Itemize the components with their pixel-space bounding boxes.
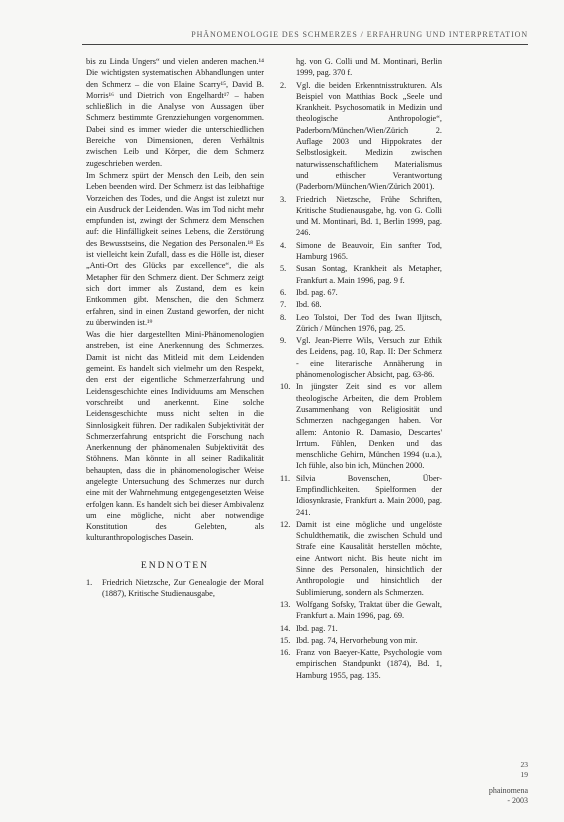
endnote-text: Vgl. die beiden Erkenntnisstrukturen. Als Beispiel von Matthias Bock „Seele und Krankheit. Psychosomatik in Medizin und theologische Anthropologie“, Paderborn/München/Wien/Zürich 2. Auflage 2003 und Hippokrates der Selbstlosigkeit. Medizin zwischen naturwissenschaftlichem Materialismus und ethischer Verantwortung (Paderborn/München/Wien/Zürich 2001).: [296, 80, 442, 192]
endnote-number: 2.: [280, 80, 287, 90]
endnote-item: [280, 299, 442, 310]
endnote-item: [280, 80, 442, 193]
right-column: [280, 56, 442, 682]
endnote-item: [280, 194, 442, 239]
endnote-item: [280, 599, 442, 622]
journal-mark: phainomena - 2003: [488, 786, 528, 805]
endnote-item: [280, 473, 442, 518]
endnote-number: 4.: [280, 240, 287, 250]
endnote-text: Damit ist eine mögliche und ungelöste Schuldthematik, die zwischen Schuld und Strafe eine Kausalität herstellen möchte, eine Antwort nicht. Bis heute nicht im Sinne des Personalen, hinsichtlich der Anthropologie und hinsichtlich der Sublimierung, sondern als Schmerzen.: [296, 519, 442, 597]
endnote-item: [280, 381, 442, 471]
endnote-text: Leo Tolstoi, Der Tod des Iwan Iljitsch, Zürich / München 1976, pag. 25.: [296, 312, 442, 333]
endnote-item: [280, 519, 442, 598]
endnote-number: 14.: [280, 623, 291, 633]
endnote-item: [86, 577, 264, 600]
endnote-text: Wolfgang Sofsky, Traktat über die Gewalt, Frankfurt a. Main 1996, pag. 69.: [296, 599, 442, 621]
endnote-number: 15.: [280, 635, 291, 645]
endnote-number: 11.: [280, 473, 291, 483]
left-column: [86, 56, 264, 601]
endnote-item: [280, 647, 442, 681]
endnote-text: Simone de Beauvoir, Ein sanfter Tod, Hamburg 1965.: [296, 240, 442, 262]
endnote-text: Ibd. 68.: [296, 300, 322, 310]
endnote-item: [280, 623, 442, 634]
endnote-number: 7.: [280, 300, 287, 310]
endnote-item: [280, 56, 442, 79]
endnote-text: Vgl. Jean-Pierre Wils, Versuch zur Ethik des Leidens, pag. 10, Rap. II: Der Schmerz - eine literarische Annäherung in phänomenologischer Absicht, pag. 63-86.: [296, 336, 442, 380]
endnote-number: 16.: [280, 648, 291, 658]
endnote-item: [280, 240, 442, 263]
body-paragraph-3: Was die hier dargestellten Mini-Phänomenologien anstreben, ist eine Anerkennung des Schmerzes. Damit ist nicht das Mitleid mit dem Leidenden gemeint. Es handelt sich vielmehr um den Respekt, den erst der eigentliche Schmerzerfahrung und Leidensgeschichte eines Individuums am Menschen vorschreibt und anerkennt. Eine solche Leidensgeschichte muss nicht selten in die Sinnlosigkeit führen. Der radikalen Subjektivität der Schmerzerfahrung entspricht die Forschung nach Anerkennung der phänomenalen Subjektivität des Stöhnens. Man könnte in all seiner Radikalität behaupten, dass die in phänomenologischer Weise angelegte Untersuchung des Schmerzes nur durch eine mit der Wahrnehmung entgegengesetzten Weise erfolgen kann. Es handelt sich bei dieser Ambivalenz um eine mögliche, nicht aber notwendige Konstitution des Gelebten, als kulturanthropologisches Dasein.: [86, 330, 264, 543]
endnote-number: 5.: [280, 264, 287, 274]
header-rule: [82, 44, 528, 45]
endnote-item: [280, 287, 442, 298]
endnote-text: Ibd. pag. 74, Hervorhebung von mir.: [296, 635, 418, 645]
endnote-item: [280, 335, 442, 380]
endnote-number: [280, 56, 296, 79]
endnote-number: 8.: [280, 312, 287, 322]
endnote-number: 10.: [280, 382, 291, 392]
endnote-text: Silvia Bovenschen, Über-Empfindlichkeiten. Spielformen der Idiosynkrasie, Frankfurt a. Main 2000, pag. 241.: [296, 473, 442, 517]
endnote-number: 9.: [280, 336, 287, 346]
endnote-item: [280, 635, 442, 646]
endnote-text: Friedrich Nietzsche, Zur Genealogie der Moral (1887), Kritische Studienausgabe,: [102, 578, 264, 599]
body-paragraph-1: bis zu Linda Ungers“ und vielen anderen machen.¹⁴ Die wichtigsten systematischen Abhandlungen unter den Schmerz – die von Elaine Scarry¹⁵, David B. Morris¹⁶ und Dietrich von Engelhardt¹⁷ – haben schließlich in die Analyse von Aussagen über Schmerz bestimmte Grenzziehungen vorgenommen. Dabei sind es immer wieder die unterschiedlichen Bereiche von Dimensionen, deren Verhältnis zwischen Leib und Körper, die dem Schmerz zugeschrieben werden.: [86, 57, 264, 168]
endnote-number: 13.: [280, 599, 291, 609]
endnote-text: Franz von Baeyer-Katte, Psychologie vom empirischen Standpunkt (1874), Bd. 1, Hamburg 1955, pag. 135.: [296, 648, 442, 680]
endnote-number: 12.: [280, 519, 291, 529]
endnote-item: [280, 263, 442, 286]
endnote-text: Friedrich Nietzsche, Frühe Schriften, Kritische Studienausgabe, hg. von G. Colli und M. Montinari, Bd. 1, Berlin 1999, pag. 246.: [296, 194, 442, 238]
page-number: 23 19: [520, 760, 528, 779]
body-paragraph-2: Im Schmerz spürt der Mensch den Leib, den sein Leben beenden wird. Der Schmerz ist das leibhaftige Vorzeichen des Todes, und die Angst ist zuletzt nur ein Ausdruck der Leidenden. Was im Tod nicht mehr empfunden ist, zwingt der Schmerz dem Menschen auf: die Hinfälligkeit seines Lebens, die Zerstörung des Bewusstseins, die Negation des Personalen.¹⁸ Es ist vielleicht kein Zufall, dass es die Hölle ist, dieser „Anti-Ort des Glücks par excellence“, die als Metapher für den Schmerz dient. Der Schmerz zeigt sich dort immer als Zustand, dem es kein Entkommen gibt. Menschen, die den Schmerz erfahren, sind in einen Zustand geworfen, der nicht zu überwinden ist.¹⁹: [86, 170, 264, 327]
endnote-number: 6.: [280, 287, 287, 297]
endnote-number: 3.: [280, 194, 287, 204]
endnote-number: 1.: [86, 578, 93, 588]
endnote-item: [280, 312, 442, 335]
endnote-text: hg. von G. Colli und M. Montinari, Berlin 1999, pag. 370 f.: [296, 57, 442, 78]
endnote-text: In jüngster Zeit sind es vor allem theologische Arbeiten, die dem Problem Zusammenhang von Religiosität und Schmerzen nachgegangen haben. Vor allem: Antonio R. Damasio, Descartes' Irrtum. Fühlen, Denken und das menschliche Gehirn, München 1994 (u.a.), Ich fühle, also bin ich, München 2000.: [296, 382, 442, 471]
endnote-text: Ibd. pag. 71.: [296, 623, 338, 633]
endnote-text: Susan Sontag, Krankheit als Metapher, Frankfurt a. Main 1996, pag. 9 f.: [296, 264, 442, 285]
running-head: PHÄNOMENOLOGIE DES SCHMERZES / ERFAHRUNG UND INTERPRETATION: [191, 30, 528, 39]
endnote-text: Ibd. pag. 67.: [296, 287, 338, 297]
endnotes-heading: ENDNOTEN: [140, 559, 210, 571]
